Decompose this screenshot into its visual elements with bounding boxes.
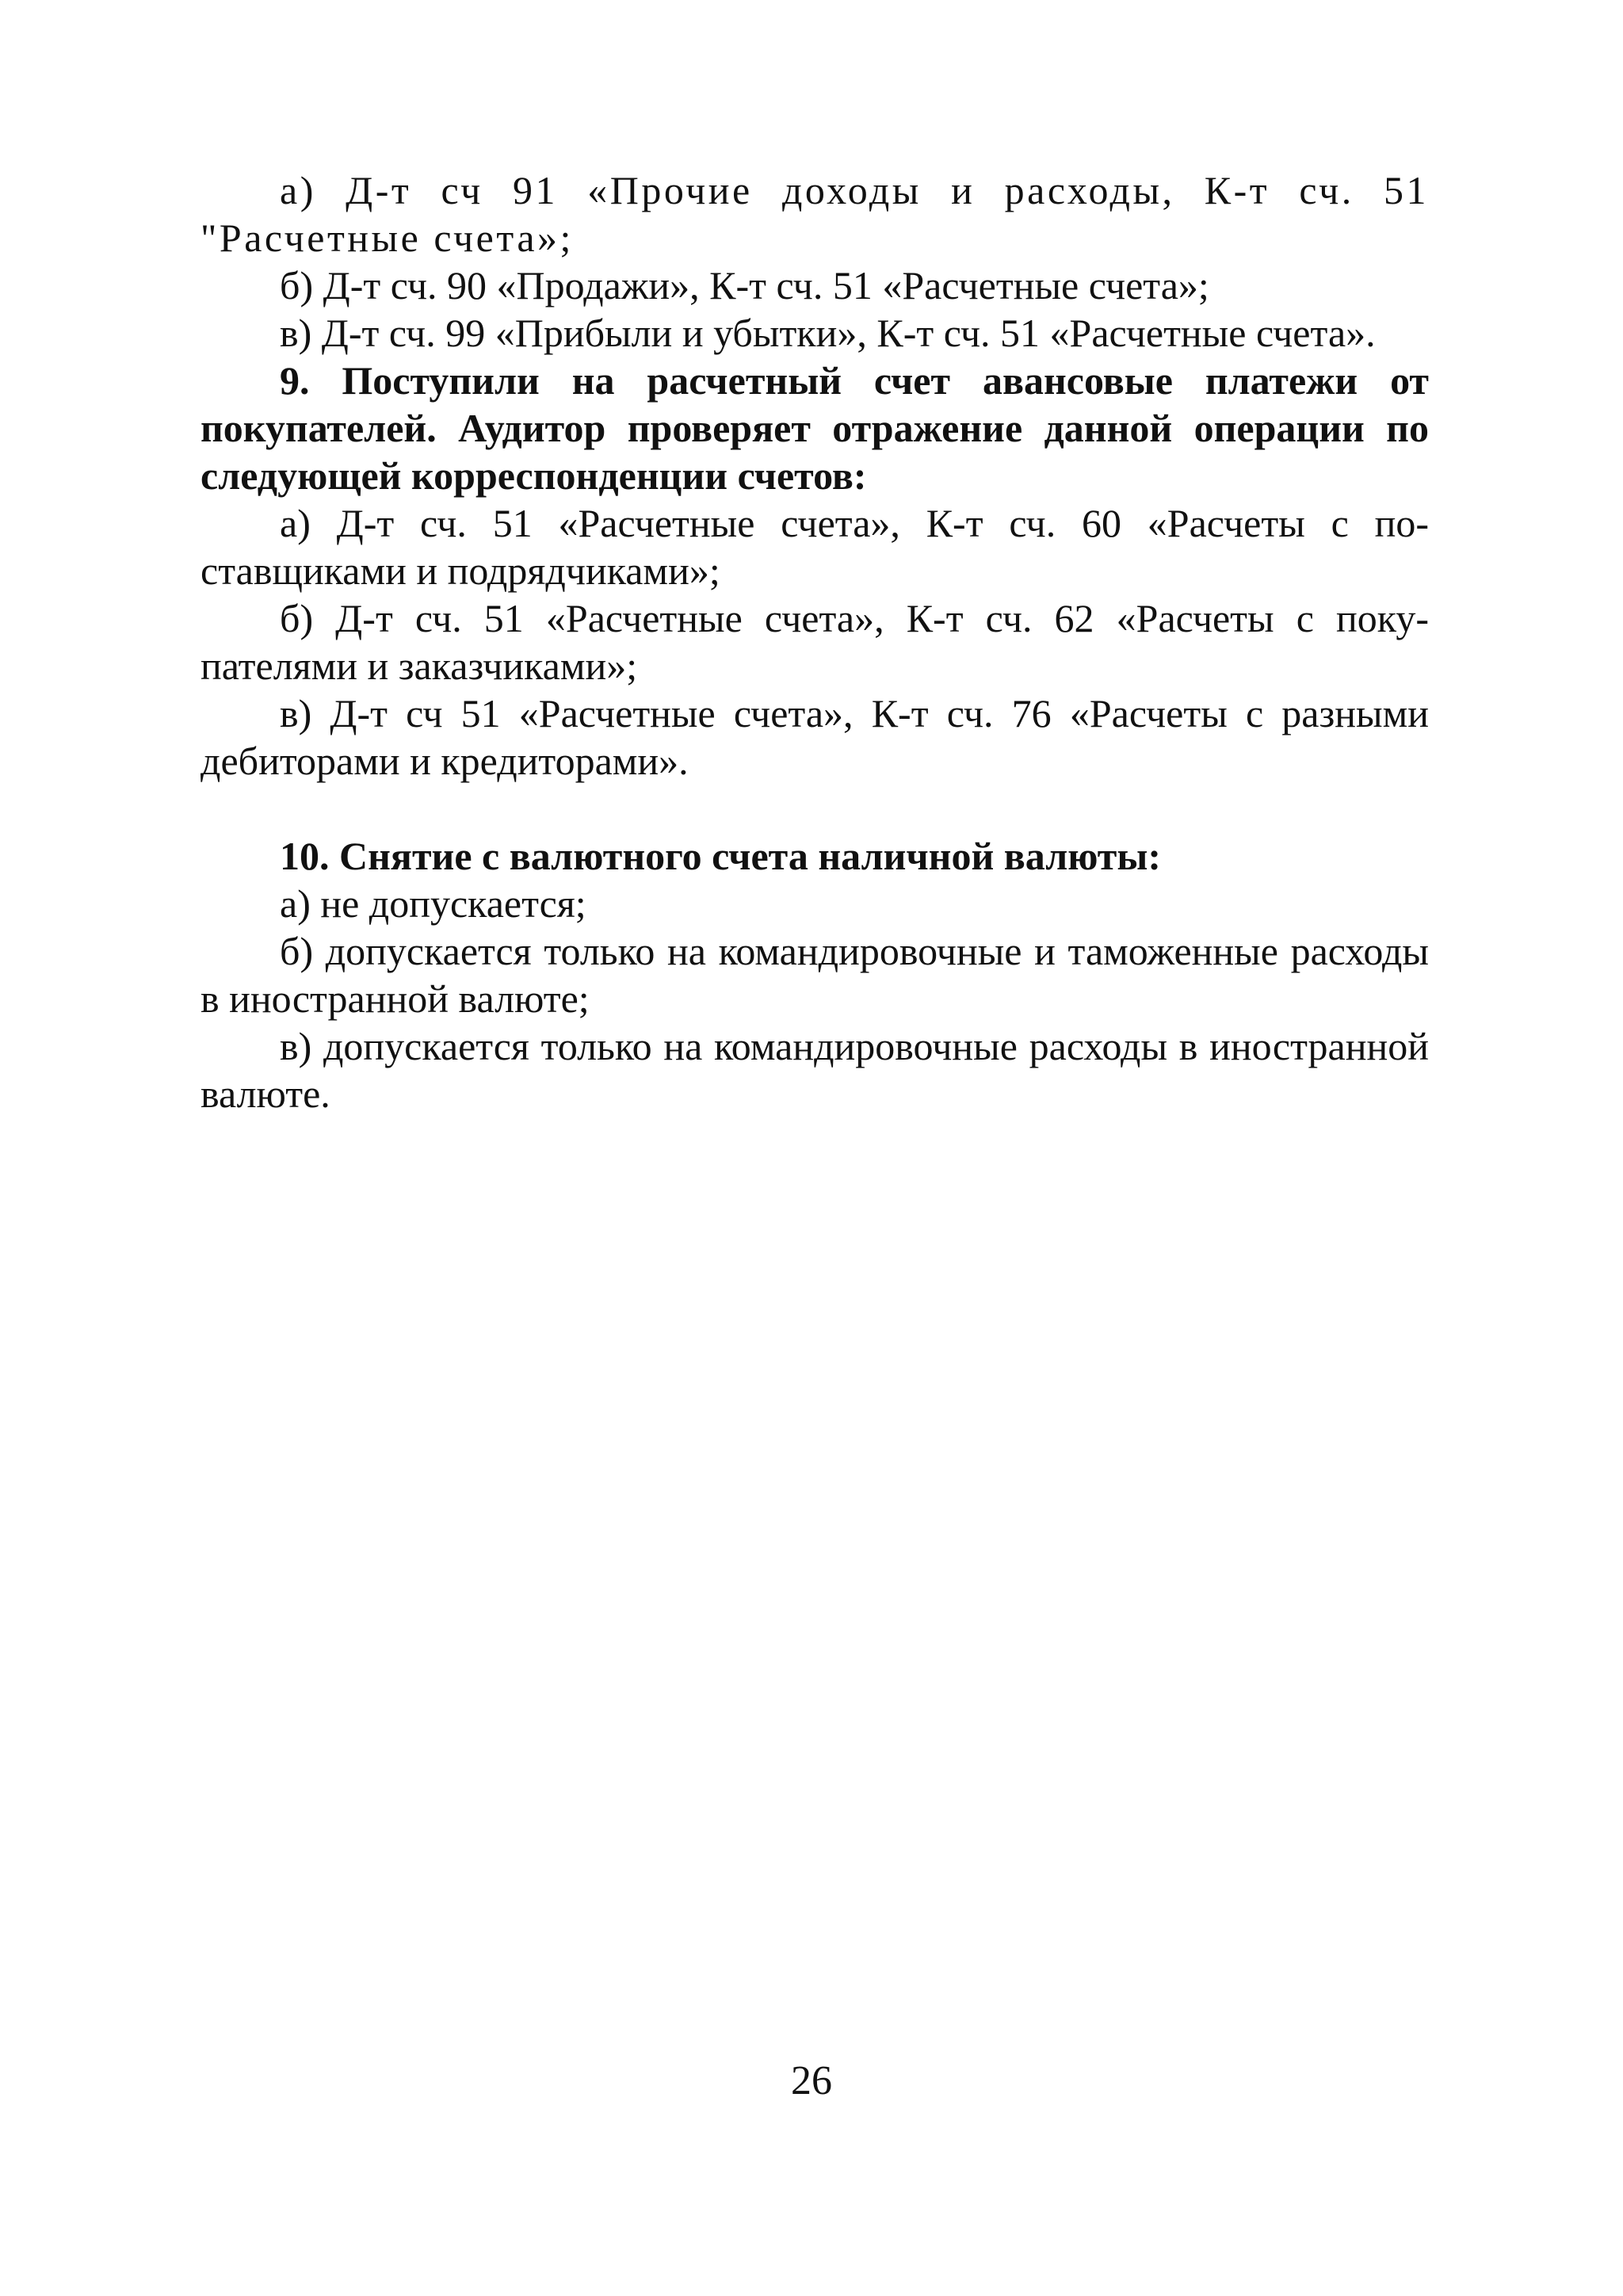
question-10-option-a: а) не допускается; [280, 881, 586, 926]
question-10-text: 10. Снятие с валютного счета наличной валюты: [280, 834, 1162, 878]
question-8-option-c: в) Д-т сч. 99 «Прибыли и убытки», К-т сч. 51 «Расчетные счета». [280, 311, 1376, 355]
question-9-option-a: а) Д-т сч. 51 «Расчетные счета», К-т сч. 60 «Расчеты с поставщиками и подрядчиками»; [200, 501, 1429, 593]
section-gap [200, 785, 1429, 832]
page-number: 26 [791, 2058, 832, 2103]
question-10-option-b: б) допускается только на командировочные и таможенные расходы в иностранной валюте; [200, 929, 1429, 1021]
question-8-option-b: б) Д-т сч. 90 «Продажи», К-т сч. 51 «Расчетные счета»; [280, 263, 1209, 308]
page-content [200, 166, 1429, 1117]
question-9-option-c: в) Д-т сч 51 «Расчетные счета», К-т сч. 76 «Расчеты с разными дебиторами и кредиторами». [200, 691, 1429, 783]
question-9-text: 9. Поступили на расчетный счет авансовые платежи от покупателей. Аудитор проверяет отражение данной операции по следующей корреспонденции счетов: [200, 358, 1429, 498]
question-9-option-b: б) Д-т сч. 51 «Расчетные счета», К-т сч. 62 «Расчеты с покупателями и заказчиками»; [200, 596, 1429, 688]
question-10-option-c: в) допускается только на командировочные расходы в иностранной валюте. [200, 1024, 1429, 1116]
question-8-option-a: а) Д-т сч 91 «Прочие доходы и расходы, К-т сч. 51 "Расчетные счета»; [200, 168, 1429, 260]
